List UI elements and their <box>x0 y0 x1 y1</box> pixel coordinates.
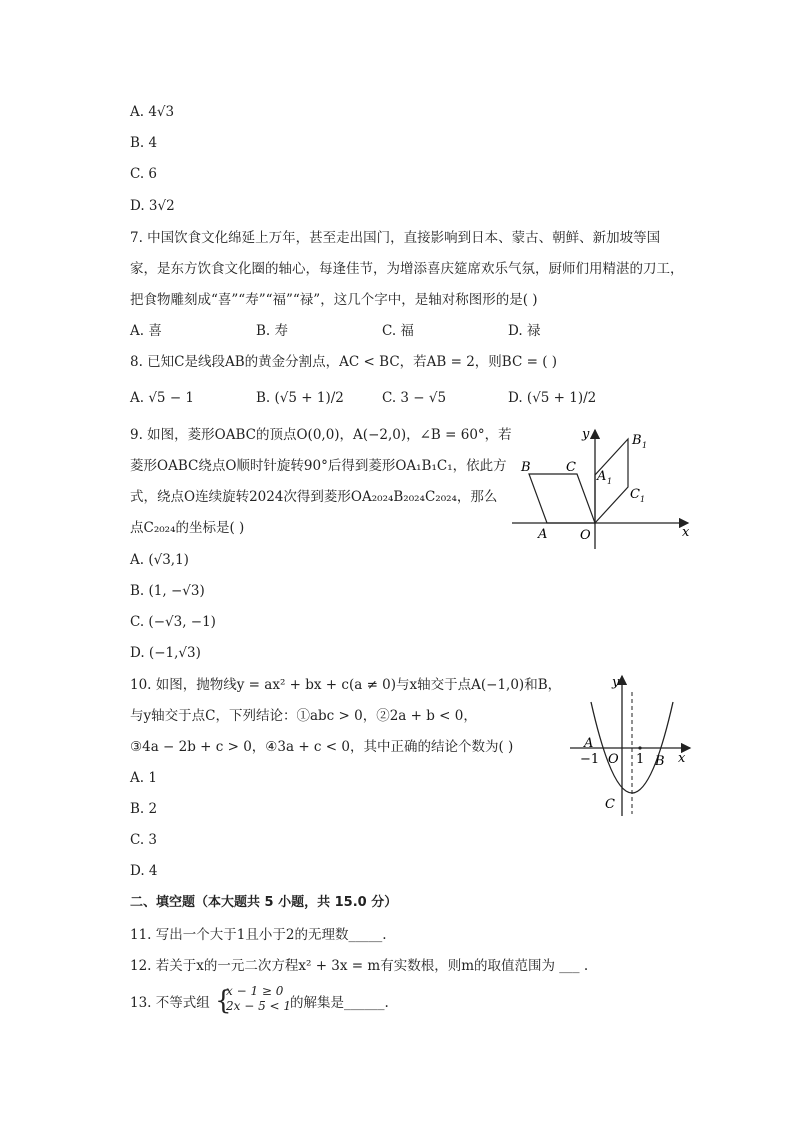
q9-c1-label: C <box>630 487 640 502</box>
q8-line1: 8. 已知C是线段AB的黄金分割点，AC < BC，若AB = 2，则BC = ( ) <box>130 354 558 370</box>
q8-option-b: B. (√5 + 1)/2 <box>256 390 344 406</box>
q7-line1: 7. 中国饮食文化绵延上万年，甚至走出国门，直接影响到日本、蒙古、朝鲜、新加坡等国 <box>130 230 661 246</box>
q9-x-label: x <box>682 525 690 540</box>
q8-option-c: C. 3 − √5 <box>382 390 447 406</box>
q10-neg1-label: −1 <box>580 752 600 767</box>
q7-option-a: A. 喜 <box>130 323 162 339</box>
q10-one-label: 1 <box>636 752 645 767</box>
q9-c-label: C <box>566 460 576 475</box>
q10-line1: 10. 如图，抛物线y = ax² + bx + c(a ≠ 0)与x轴交于点A(−1,0)和B， <box>130 677 562 693</box>
q10-o-label: O <box>608 752 619 767</box>
q10-b-label: B <box>655 754 665 769</box>
q7-line3: 把食物雕刻成“喜”“寿”“福”“禄”，这几个字中，是轴对称图形的是( ) <box>130 292 538 308</box>
q9-b1-sub: 1 <box>642 441 648 450</box>
q13-suffix: 的解集是______. <box>290 995 389 1011</box>
q10-y-label: y <box>612 675 620 690</box>
option-a: A. 4√3 <box>130 104 175 120</box>
q9-option-b: B. (1, −√3) <box>130 583 205 599</box>
parabola-figure <box>566 672 696 820</box>
q13-system <box>226 984 291 1014</box>
q9-a1-sub: 1 <box>607 477 613 486</box>
q9-c1-sub: 1 <box>640 495 646 504</box>
option-b: B. 4 <box>130 135 158 151</box>
q9-b-label: B <box>521 460 531 475</box>
q11: 11. 写出一个大于1且小于2的无理数_____. <box>130 927 387 943</box>
q9-o-label: O <box>580 528 591 543</box>
q9-option-c: C. (−√3, −1) <box>130 614 216 630</box>
q9-b1-label: B <box>632 433 642 448</box>
q9-line4: 点C₂₀₂₄的坐标是( ) <box>130 520 245 536</box>
q10-option-c: C. 3 <box>130 832 158 848</box>
q10-option-b: B. 2 <box>130 801 158 817</box>
q10-option-a: A. 1 <box>130 770 157 786</box>
q9-line3: 式，绕点O连续旋转2024次得到菱形OA₂₀₂₄B₂₀₂₄C₂₀₂₄，那么 <box>130 489 498 505</box>
q13-row1: x − 1 ≥ 0 <box>226 984 284 998</box>
q9-option-d: D. (−1,√3) <box>130 645 201 661</box>
rhombus-rotation-figure <box>512 424 702 554</box>
q9-a-label: A <box>538 527 548 542</box>
option-d: D. 3√2 <box>130 198 175 214</box>
q8-option-a: A. √5 − 1 <box>130 390 195 406</box>
section-title: 二、填空题（本大题共 5 小题，共 15.0 分） <box>130 895 398 910</box>
q10-c-label: C <box>605 797 615 812</box>
option-c: C. 6 <box>130 166 158 182</box>
q9-line1: 9. 如图，菱形OABC的顶点O(0,0)，A(−2,0)，∠B = 60°，若 <box>130 427 512 443</box>
q10-option-d: D. 4 <box>130 863 158 879</box>
q13-row2: 2x − 5 < 1 <box>226 999 292 1013</box>
q9-y-label: y <box>582 427 590 442</box>
q7-option-d: D. 禄 <box>508 323 541 339</box>
q7-option-b: B. 寿 <box>256 323 289 339</box>
q7-option-c: C. 福 <box>382 323 414 339</box>
q13-prefix: 13. 不等式组 <box>130 995 210 1011</box>
q8-option-d: D. (√5 + 1)/2 <box>508 390 597 406</box>
q7-line2: 家，是东方饮食文化圈的轴心，每逢佳节，为增添喜庆筵席欢乐气氛，厨师们用精湛的刀工， <box>130 261 684 277</box>
q12: 12. 若关于x的一元二次方程x² + 3x = m有实数根，则m的取值范围为 ___ . <box>130 958 589 974</box>
q10-line3: ③4a − 2b + c > 0，④3a + c < 0，其中正确的结论个数为( ) <box>130 739 514 755</box>
q10-a-label: A <box>584 736 594 751</box>
q9-option-a: A. (√3,1) <box>130 552 189 568</box>
q10-line2: 与y轴交于点C，下列结论：①abc > 0，②2a + b < 0， <box>130 708 477 724</box>
q9-a1-label: A <box>597 469 607 484</box>
brace: { <box>215 986 232 1016</box>
q9-line2: 菱形OABC绕点O顺时针旋转90°后得到菱形OA₁B₁C₁，依此方 <box>130 458 507 474</box>
q10-x-label: x <box>678 751 686 766</box>
